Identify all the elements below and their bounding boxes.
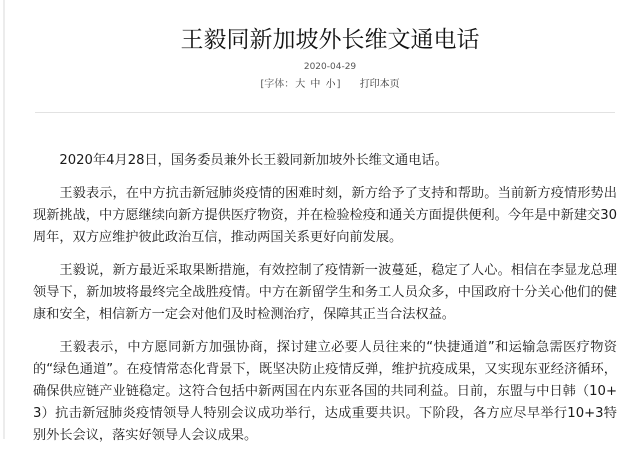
font-size-large-button[interactable]: 大 <box>295 79 306 90</box>
header-divider <box>35 112 615 113</box>
article-paragraph: 王毅表示，中方愿同新方加强协商，探讨建立必要人员往来的“快捷通道”和运输急需医疗物资的“绿色通道”。在疫情常态化背景下，既坚决防止疫情反弹，维护抗疫成果，又实现东亚经济循环，确保供应链产业链稳定。这符合包括中新两国在内东亚各国的共同利益。日前，东盟与中日韩（10+3）抗击新冠肺炎疫情领导人特别会议成功举行，达成重要共识。下阶段，各方应尽早举行10+3特别外长会议，落实好领导人会议成果。 <box>33 340 617 443</box>
publish-date: 2020-04-29 <box>303 62 357 72</box>
article-paragraph: 2020年4月28日，国务委员兼外长王毅同新加坡外长维文通电话。 <box>59 153 448 168</box>
print-page-link[interactable]: 打印本页 <box>359 79 400 90</box>
article-title: 王毅同新加坡外长维文通电话 <box>180 27 480 53</box>
font-size-selector <box>260 79 343 90</box>
article-paragraph: 王毅说，新方最近采取果断措施，有效控制了疫情新一波蔓延，稳定了人心。相信在李显龙总理领导下，新加坡将最终完全战胜疫情。中方在新留学生和务工人员众多，中国政府十分关心他们的健康和安全，相信新方一定会对他们及时检测治疗，保障其正当合法权益。 <box>33 263 617 322</box>
font-size-medium-button[interactable]: 中 <box>310 79 321 90</box>
font-size-label-open: [字体： <box>260 79 295 90</box>
font-size-label-close: ] <box>336 79 341 90</box>
font-size-small-button[interactable]: 小 <box>325 79 336 90</box>
article-paragraph: 王毅表示，在中方抗击新冠肺炎疫情的困难时刻，新方给予了支持和帮助。当前新方疫情形势出现新挑战，中方愿继续向新方提供医疗物资，并在检验检疫和通关方面提供便利。今年是中新建交30周年，双方应维护彼此政治互信，推动两国关系更好向前发展。 <box>33 186 617 245</box>
article-tools <box>0 78 640 92</box>
article-body <box>33 150 617 458</box>
